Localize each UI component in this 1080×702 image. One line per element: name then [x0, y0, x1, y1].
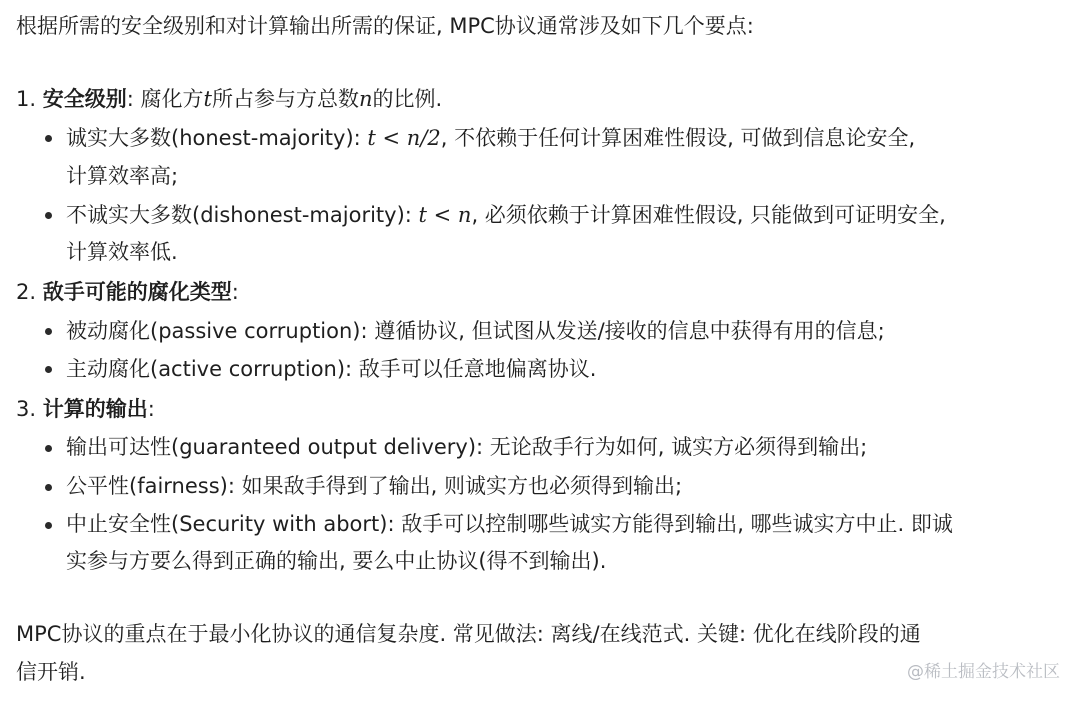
closing-paragraph-line-2: 信开销.	[16, 660, 86, 684]
section-1-math-t: t	[203, 87, 212, 111]
watermark: @稀土掘金技术社区	[907, 662, 1060, 682]
section-2-item-2: 主动腐化(active corruption): 敌手可以任意地偏离协议.	[66, 357, 597, 381]
section-3-item-1: 输出可达性(guaranteed output delivery): 无论敌手行为如何, 诚实方必须得到输出;	[66, 435, 868, 459]
item-prefix: 诚实大多数(honest-majority):	[66, 126, 368, 150]
section-3-item-2: 公平性(fairness): 如果敌手得到了输出, 则诚实方也必须得到输出;	[66, 474, 683, 498]
section-1-heading: 安全级别	[42, 87, 127, 111]
closing-paragraph-line-1: MPC协议的重点在于最小化协议的通信复杂度. 常见做法: 离线/在线范式. 关键: 优化在线阶段的通	[16, 622, 921, 646]
bullet-icon	[45, 135, 52, 142]
section-2-heading-suffix: :	[231, 280, 239, 304]
section-2-heading: 敌手可能的腐化类型	[42, 280, 232, 304]
item-math: t < n	[418, 203, 472, 227]
section-3-item-3: 中止安全性(Security with abort): 敌手可以控制哪些诚实方能得到输出, 哪些诚实方中止. 即诚	[66, 512, 953, 536]
bullet-icon	[45, 445, 52, 452]
section-1-math-n: n	[358, 87, 373, 111]
bullet-icon	[45, 212, 52, 219]
section-2-title	[16, 277, 239, 307]
section-3-heading: 计算的输出	[42, 397, 148, 421]
section-1-title	[16, 84, 442, 114]
section-1-heading-suffix: : 腐化方	[126, 87, 204, 111]
bullet-icon	[45, 366, 52, 373]
section-2-item-1: 被动腐化(passive corruption): 遵循协议, 但试图从发送/接收的信息中获得有用的信息;	[66, 319, 885, 343]
section-1-item-2-continuation: 计算效率低.	[66, 240, 178, 264]
section-1-tail-text: 的比例.	[372, 87, 443, 111]
bullet-icon	[45, 522, 52, 529]
section-1-mid-text: 所占参与方总数	[211, 87, 359, 111]
section-2-number: 2.	[16, 280, 37, 304]
section-1-item-2	[66, 200, 946, 230]
section-3-title	[16, 394, 155, 424]
bullet-icon	[45, 328, 52, 335]
intro-paragraph: 根据所需的安全级别和对计算输出所需的保证, MPC协议通常涉及如下几个要点:	[16, 14, 754, 38]
section-1-item-1-continuation: 计算效率高;	[66, 164, 179, 188]
section-3-number: 3.	[16, 397, 37, 421]
item-suffix: , 必须依赖于计算困难性假设, 只能做到可证明安全,	[471, 203, 946, 227]
section-3-heading-suffix: :	[147, 397, 155, 421]
section-1-number: 1.	[16, 87, 37, 111]
item-suffix: , 不依赖于任何计算困难性假设, 可做到信息论安全,	[440, 126, 916, 150]
bullet-icon	[45, 484, 52, 491]
section-3-item-3-continuation: 实参与方要么得到正确的输出, 要么中止协议(得不到输出).	[66, 549, 607, 573]
section-1-item-1	[66, 123, 915, 153]
item-prefix: 不诚实大多数(dishonest-majority):	[66, 203, 419, 227]
item-math: t < n/2	[367, 126, 441, 150]
